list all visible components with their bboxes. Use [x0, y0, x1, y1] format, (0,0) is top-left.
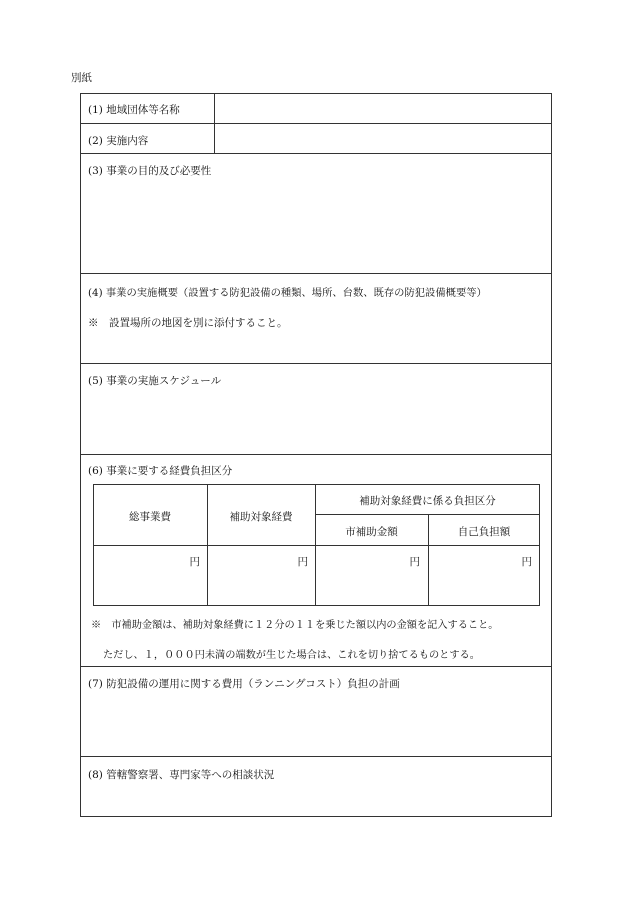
- consultation-field[interactable]: [82, 784, 550, 815]
- label-column-divider: [214, 93, 215, 153]
- row-divider: [80, 666, 552, 667]
- yen-unit: 円: [521, 556, 532, 568]
- yen-unit: 円: [297, 556, 308, 568]
- total-cost-header: 総事業費: [129, 511, 171, 523]
- cost-share-group-header: 補助対象経費に係る負担区分: [359, 495, 496, 507]
- yen-unit: 円: [189, 556, 200, 568]
- yen-unit: 円: [409, 556, 420, 568]
- row-divider: [80, 123, 552, 124]
- overview-field[interactable]: [82, 332, 550, 361]
- row-divider: [80, 363, 552, 364]
- implementation-content-field[interactable]: [216, 125, 550, 151]
- subsidy-target-header: 補助対象経費: [229, 511, 293, 523]
- row-divider: [80, 756, 552, 757]
- row-6-note-1: ※ 市補助金額は、補助対象経費に１２分の１１を乗じた額以内の金額を記入すること。: [91, 620, 499, 631]
- row-8-label: (8) 管轄警察署、専門家等への相談状況: [88, 769, 275, 781]
- row-divider: [80, 273, 552, 274]
- table-row-divider: [93, 545, 540, 546]
- self-pay-header: 自己負担額: [457, 526, 511, 538]
- row-7-label: (7) 防犯設備の運用に関する費用（ランニングコスト）負担の計画: [88, 678, 400, 690]
- row-3-label: (3) 事業の目的及び必要性: [88, 165, 212, 177]
- row-4-note: ※ 設置場所の地図を別に添付すること。: [88, 317, 288, 329]
- row-divider: [80, 454, 552, 455]
- attachment-label: 別紙: [71, 72, 92, 84]
- table-row-divider: [315, 514, 540, 515]
- row-6-note-2: ただし、１，０００円未満の端数が生じた場合は、これを切り捨てるものとする。: [103, 650, 480, 661]
- row-2-label: (2) 実施内容: [88, 135, 149, 147]
- schedule-field[interactable]: [82, 390, 550, 452]
- row-divider: [80, 153, 552, 154]
- running-cost-field[interactable]: [82, 693, 550, 754]
- organization-name-field[interactable]: [216, 95, 550, 121]
- row-4-label: (4) 事業の実施概要（設置する防犯設備の種類、場所、台数、既存の防犯設備概要等）: [88, 287, 487, 299]
- purpose-field[interactable]: [82, 180, 550, 270]
- row-1-label: (1) 地域団体等名称: [88, 104, 180, 116]
- city-subsidy-header: 市補助金額: [345, 526, 398, 538]
- row-6-label: (6) 事業に要する経費負担区分: [88, 465, 233, 477]
- row-5-label: (5) 事業の実施スケジュール: [88, 375, 222, 387]
